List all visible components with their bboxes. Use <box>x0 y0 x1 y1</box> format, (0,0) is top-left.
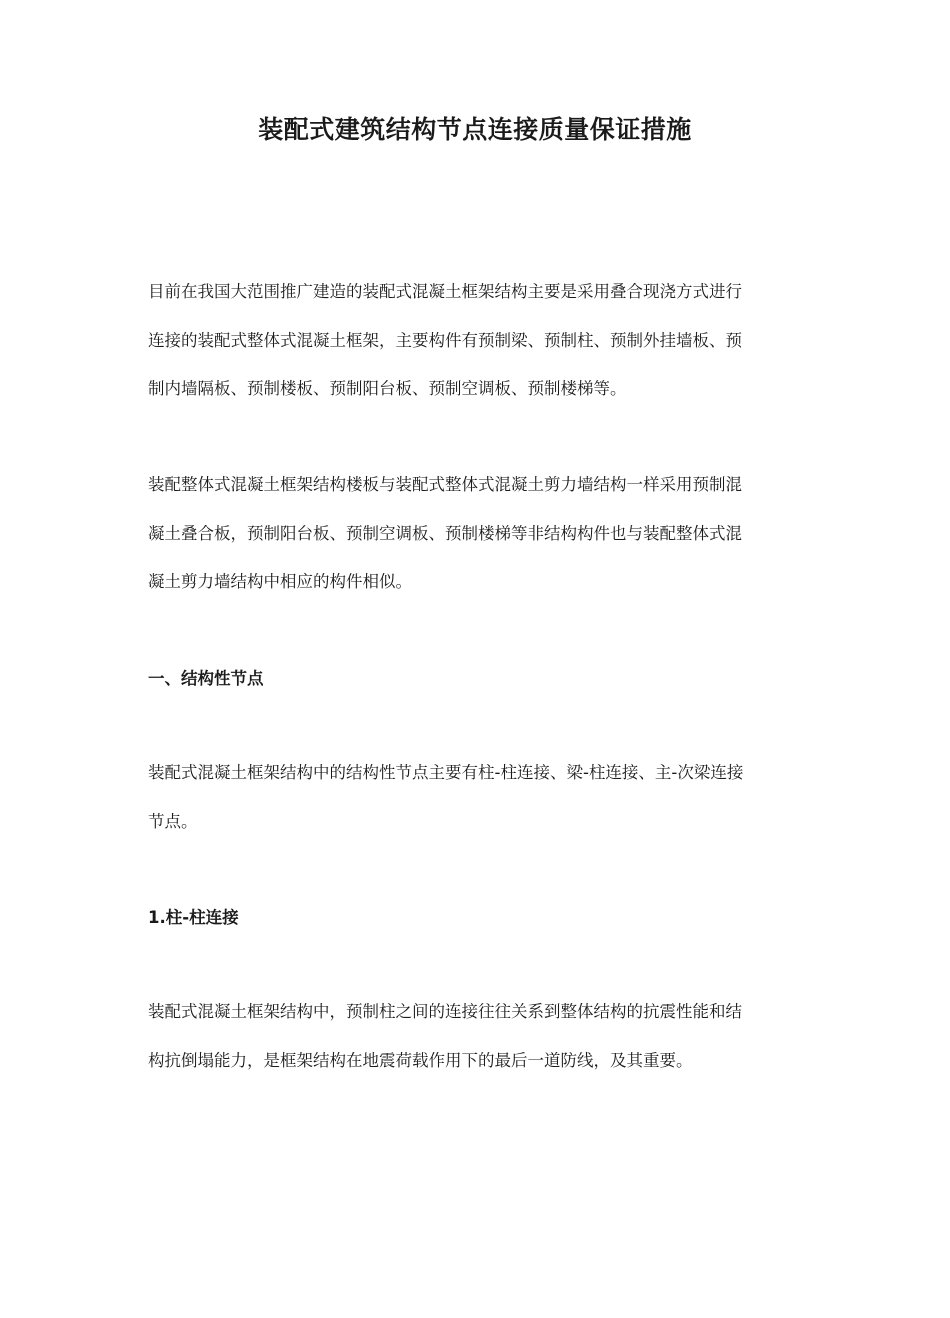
paragraph-line: 凝土叠合板，预制阳台板、预制空调板、预制楼梯等非结构构件也与装配整体式混 <box>148 523 742 543</box>
paragraph-line: 装配式混凝土框架结构中，预制柱之间的连接往往关系到整体结构的抗震性能和结 <box>148 1002 742 1021</box>
paragraph-line: 装配式混凝土框架结构中的结构性节点主要有柱-柱连接、梁-柱连接、主-次梁连接 <box>148 763 744 782</box>
document-title: 装配式建筑结构节点连接质量保证措施 <box>258 115 692 144</box>
floor-slab-paragraph <box>148 461 798 607</box>
subsection-heading: 1.柱-柱连接 <box>148 908 239 927</box>
paragraph-line: 节点。 <box>148 811 198 831</box>
intro-paragraph <box>148 268 798 414</box>
paragraph-line: 目前在我国大范围推广建造的装配式混凝土框架结构主要是采用叠合现浇方式进行 <box>148 282 742 301</box>
paragraph-line: 凝土剪力墙结构中相应的构件相似。 <box>148 572 412 591</box>
paragraph-line: 构抗倒塌能力，是框架结构在地震荷载作用下的最后一道防线，及其重要。 <box>148 1050 693 1070</box>
structural-nodes-paragraph <box>148 749 798 846</box>
paragraph-line: 制内墙隔板、预制楼板、预制阳台板、预制空调板、预制楼梯等。 <box>148 379 627 398</box>
column-connection-paragraph <box>148 988 798 1085</box>
section-heading: 一、结构性节点 <box>148 669 264 688</box>
paragraph-line: 装配整体式混凝土框架结构楼板与装配式整体式混凝土剪力墙结构一样采用预制混 <box>148 475 742 494</box>
paragraph-line: 连接的装配式整体式混凝土框架，主要构件有预制梁、预制柱、预制外挂墙板、预 <box>148 330 742 350</box>
